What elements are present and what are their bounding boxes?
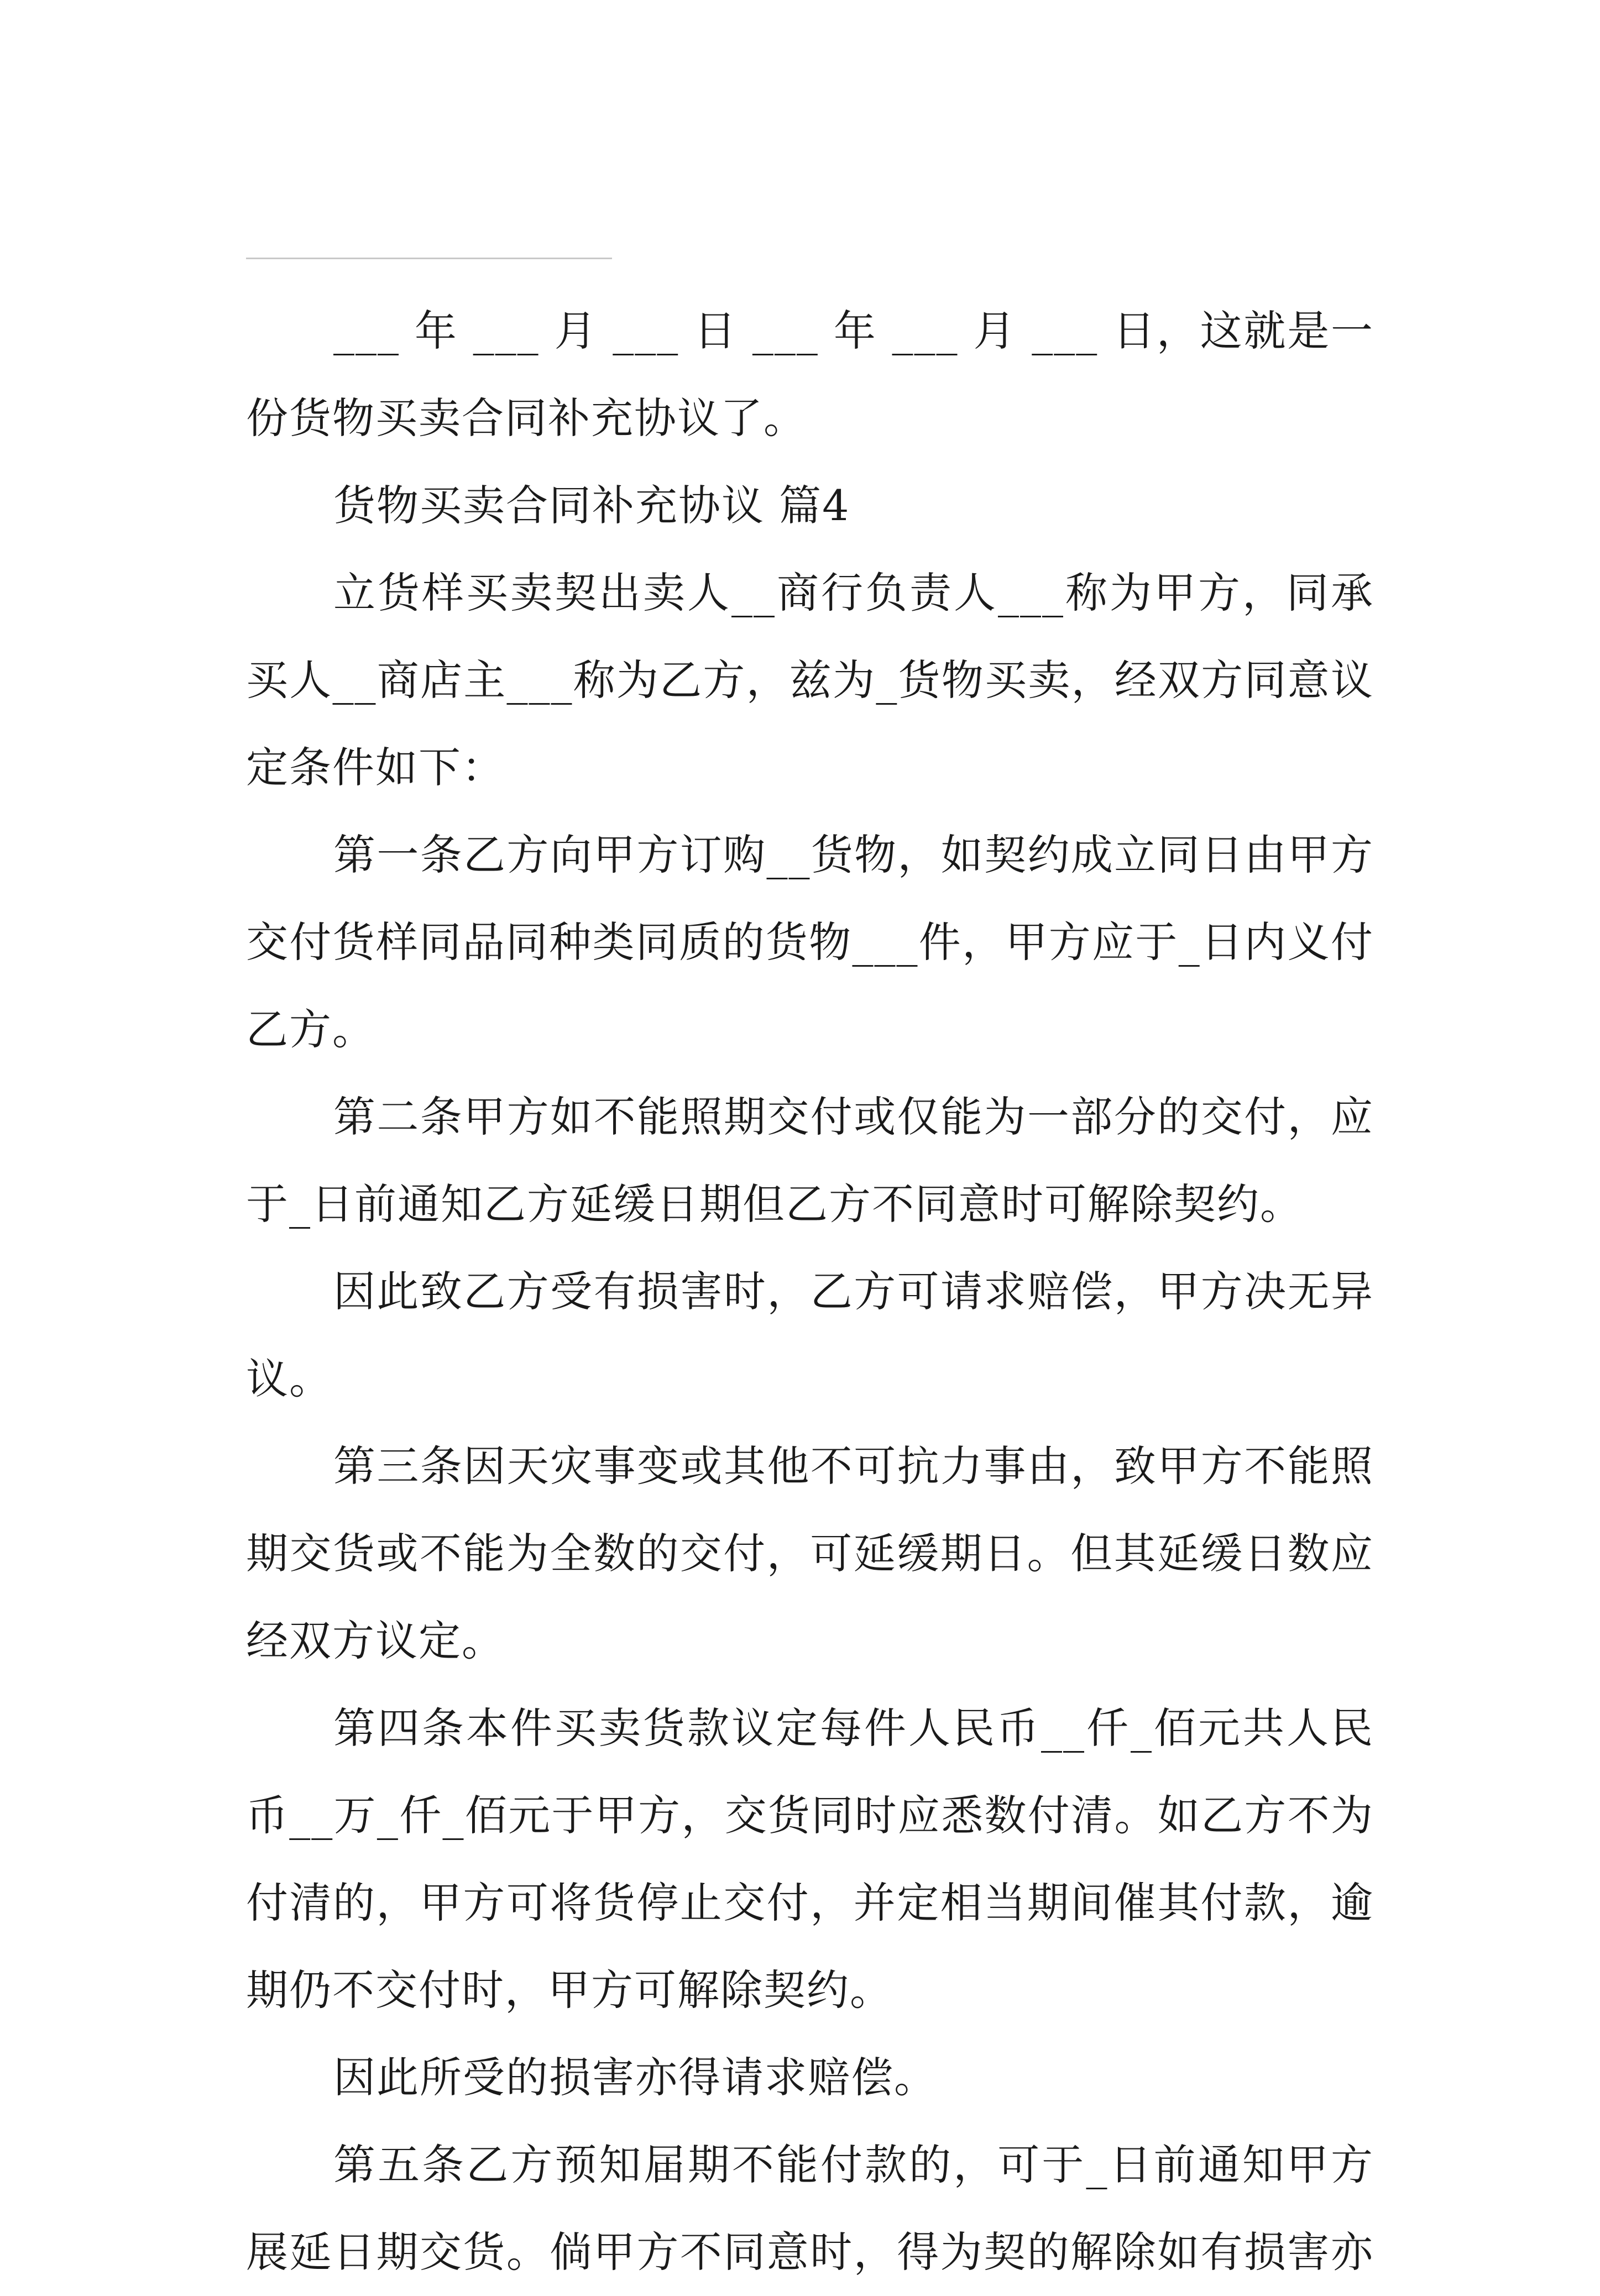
header-divider xyxy=(246,258,612,259)
paragraph-article-3: 第三条因天灾事变或其他不可抗力事由，致甲方不能照期交货或不能为全数的交付，可延缓期日。但其延缓日数应经双方议定。 xyxy=(246,1441,1374,1665)
paragraph-article-4-damages: 因此所受的损害亦得请求赔偿。 xyxy=(333,2053,937,2102)
paragraph-article-2-damages: 因此致乙方受有损害时，乙方可请求赔偿，甲方决无异议。 xyxy=(246,1267,1374,1403)
document-body xyxy=(246,287,1374,2296)
paragraph-article-1: 第一条乙方向甲方订购__货物，如契约成立同日由甲方交付货样同品同种类同质的货物___件，甲方应于_日内义付乙方。 xyxy=(246,830,1374,1054)
paragraph-article-2: 第二条甲方如不能照期交付或仅能为一部分的交付，应于_日前通知乙方延缓日期但乙方不同意时可解除契约。 xyxy=(246,1092,1374,1229)
paragraph-article-4: 第四条本件买卖货款议定每件人民币__仟_佰元共人民币__万_仟_佰元于甲方，交货同时应悉数付清。如乙方不为付清的，甲方可将货停止交付，并定相当期间催其付款，逾期仍不交付时，甲方可解除契约。 xyxy=(246,1703,1374,2015)
section-heading: 货物买卖合同补充协议 篇4 xyxy=(333,481,850,530)
paragraph-preamble: 立货样买卖契出卖人__商行负责人___称为甲方，同承买人__商店主___称为乙方，兹为_货物买卖，经双方同意议定条件如下： xyxy=(246,568,1374,792)
paragraph-article-5: 第五条乙方预知届期不能付款的，可于_日前通知甲方展延日期交货。倘甲方不同意时，得为契的解除如有损害亦 xyxy=(246,2140,1374,2277)
paragraph-date-closing: ___ 年 ___ 月 ___ 日 ___ 年 ___ 月 ___ 日，这就是一份货物买卖合同补充协议了。 xyxy=(246,306,1374,443)
